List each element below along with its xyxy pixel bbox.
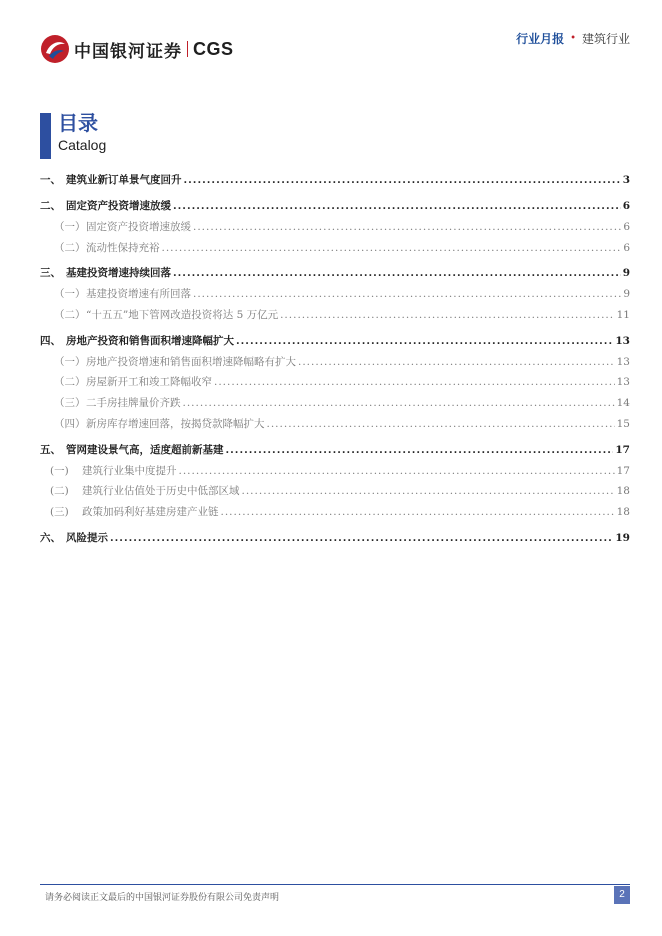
toc-entry-page: 18 <box>616 505 630 518</box>
toc-dot-leader <box>280 305 615 326</box>
toc-entry-title: 基建投资增速持续回落 <box>66 267 171 280</box>
toc-dot-leader <box>193 217 621 238</box>
toc-entry-number: （三） <box>54 397 86 410</box>
toc-entry-page: 17 <box>616 464 630 477</box>
toc-dot-leader <box>221 502 615 523</box>
toc-section-entry[interactable] <box>40 238 630 259</box>
toc-dot-leader <box>183 393 615 414</box>
toc-dot-leader <box>173 196 621 217</box>
toc-entry-number: 六、 <box>40 531 61 544</box>
toc-entry-title: 固定资产投资增速放缓 <box>66 200 171 212</box>
logo-english-name: CGS <box>193 38 234 59</box>
toc-entry-number: （一） <box>54 221 86 233</box>
toc-entry-title: 二手房挂牌量价齐跌 <box>86 397 181 410</box>
toc-entry-title: 建筑行业估值处于历史中低部区域 <box>82 485 240 498</box>
report-type: 行业月报 <box>516 32 565 46</box>
toc-section-entry[interactable] <box>40 481 630 502</box>
toc-entry-number: （一） <box>54 288 86 301</box>
toc-entry-number: （二） <box>54 376 86 389</box>
toc-entry-number: 一、 <box>40 174 61 186</box>
table-of-contents <box>40 170 630 549</box>
toc-entry-number: 二、 <box>40 200 61 212</box>
toc-section-entry[interactable] <box>40 502 630 523</box>
toc-chapter-entry[interactable] <box>40 331 630 352</box>
toc-section-entry[interactable] <box>40 352 630 373</box>
toc-entry-title: 管网建设景气高，适度超前新基建 <box>66 443 224 456</box>
toc-entry-title: 建筑业新订单景气度回升 <box>66 174 182 186</box>
toc-entry-title: 房地产投资增速和销售面积增速降幅略有扩大 <box>86 355 296 368</box>
toc-entry-title: 流动性保持充裕 <box>86 241 160 254</box>
footer-divider <box>40 884 630 885</box>
toc-entry-page: 6 <box>623 241 630 254</box>
toc-dot-leader <box>162 238 622 259</box>
toc-entry-title: 政策加码利好基建房建产业链 <box>82 505 219 518</box>
toc-dot-leader <box>242 481 615 502</box>
toc-chapter-entry[interactable] <box>40 196 630 217</box>
toc-entry-title: “十五五”地下管网改造投资将达 5 万亿元 <box>86 309 279 322</box>
toc-entry-number: (三) <box>50 505 69 518</box>
report-category <box>516 30 630 47</box>
toc-entry-title: 固定资产投资增速放缓 <box>86 221 191 233</box>
toc-section-entry[interactable] <box>40 414 630 435</box>
toc-entry-page: 6 <box>623 221 630 233</box>
toc-section-entry[interactable] <box>40 461 630 482</box>
toc-entry-page: 11 <box>616 309 630 322</box>
catalog-subtitle: Catalog <box>58 137 107 153</box>
toc-entry-number: （一） <box>54 355 86 368</box>
toc-entry-title: 建筑行业集中度提升 <box>82 464 177 477</box>
toc-entry-title: 房地产投资和销售面积增速降幅扩大 <box>66 334 234 347</box>
toc-dot-leader <box>179 461 615 482</box>
toc-entry-page: 9 <box>623 288 630 301</box>
toc-section-entry[interactable] <box>40 393 630 414</box>
toc-entry-title: 基建投资增速有所回落 <box>86 288 191 301</box>
toc-chapter-entry[interactable] <box>40 170 630 191</box>
title-accent-bar <box>40 113 51 159</box>
toc-entry-number: 五、 <box>40 443 61 456</box>
toc-entry-number: (一) <box>50 464 69 477</box>
industry-label: 建筑行业 <box>581 32 630 46</box>
toc-dot-leader <box>214 372 615 393</box>
page-number: 2 <box>614 886 630 904</box>
toc-entry-number: 三、 <box>40 267 61 280</box>
footer-disclaimer: 请务必阅读正文最后的中国银河证券股份有限公司免责声明 <box>45 893 280 903</box>
toc-entry-number: 四、 <box>40 334 61 347</box>
toc-entry-page: 3 <box>622 174 630 186</box>
toc-entry-number: （二） <box>54 309 86 322</box>
logo-chinese-name: 中国银河证券 <box>74 41 182 62</box>
toc-entry-page: 6 <box>622 200 630 212</box>
toc-dot-leader <box>184 170 621 191</box>
toc-dot-leader <box>298 352 615 373</box>
logo-divider <box>187 41 188 57</box>
catalog-title: 目录 <box>58 111 98 135</box>
toc-dot-leader <box>267 414 615 435</box>
toc-entry-page: 13 <box>616 355 630 368</box>
toc-entry-title: 风险提示 <box>66 531 108 544</box>
toc-entry-number: (二) <box>50 485 69 498</box>
toc-chapter-entry[interactable] <box>40 263 630 284</box>
toc-entry-title: 房屋新开工和竣工降幅收窄 <box>86 376 212 389</box>
toc-entry-number: （二） <box>54 241 86 254</box>
toc-entry-page: 13 <box>616 376 630 389</box>
toc-section-entry[interactable] <box>40 305 630 326</box>
toc-chapter-entry[interactable] <box>40 528 630 549</box>
toc-entry-page: 17 <box>615 443 630 456</box>
toc-section-entry[interactable] <box>40 217 630 238</box>
toc-dot-leader <box>193 284 621 305</box>
page-header <box>0 0 662 70</box>
toc-entry-page: 13 <box>615 334 630 347</box>
separator-dot: • <box>570 33 576 44</box>
company-logo <box>40 34 234 64</box>
toc-dot-leader <box>110 528 613 549</box>
toc-dot-leader <box>236 331 613 352</box>
toc-section-entry[interactable] <box>40 284 630 305</box>
toc-entry-page: 15 <box>616 417 630 430</box>
toc-chapter-entry[interactable] <box>40 440 630 461</box>
cgs-logo-icon <box>40 34 70 64</box>
toc-entry-page: 18 <box>616 485 630 498</box>
toc-section-entry[interactable] <box>40 372 630 393</box>
toc-entry-page: 14 <box>616 397 630 410</box>
toc-entry-page: 9 <box>622 267 630 280</box>
toc-dot-leader <box>173 263 621 284</box>
toc-dot-leader <box>226 440 614 461</box>
toc-entry-page: 19 <box>615 531 630 544</box>
toc-entry-number: （四） <box>54 417 86 430</box>
toc-entry-title: 新房库存增速回落，按揭贷款降幅扩大 <box>86 417 265 430</box>
